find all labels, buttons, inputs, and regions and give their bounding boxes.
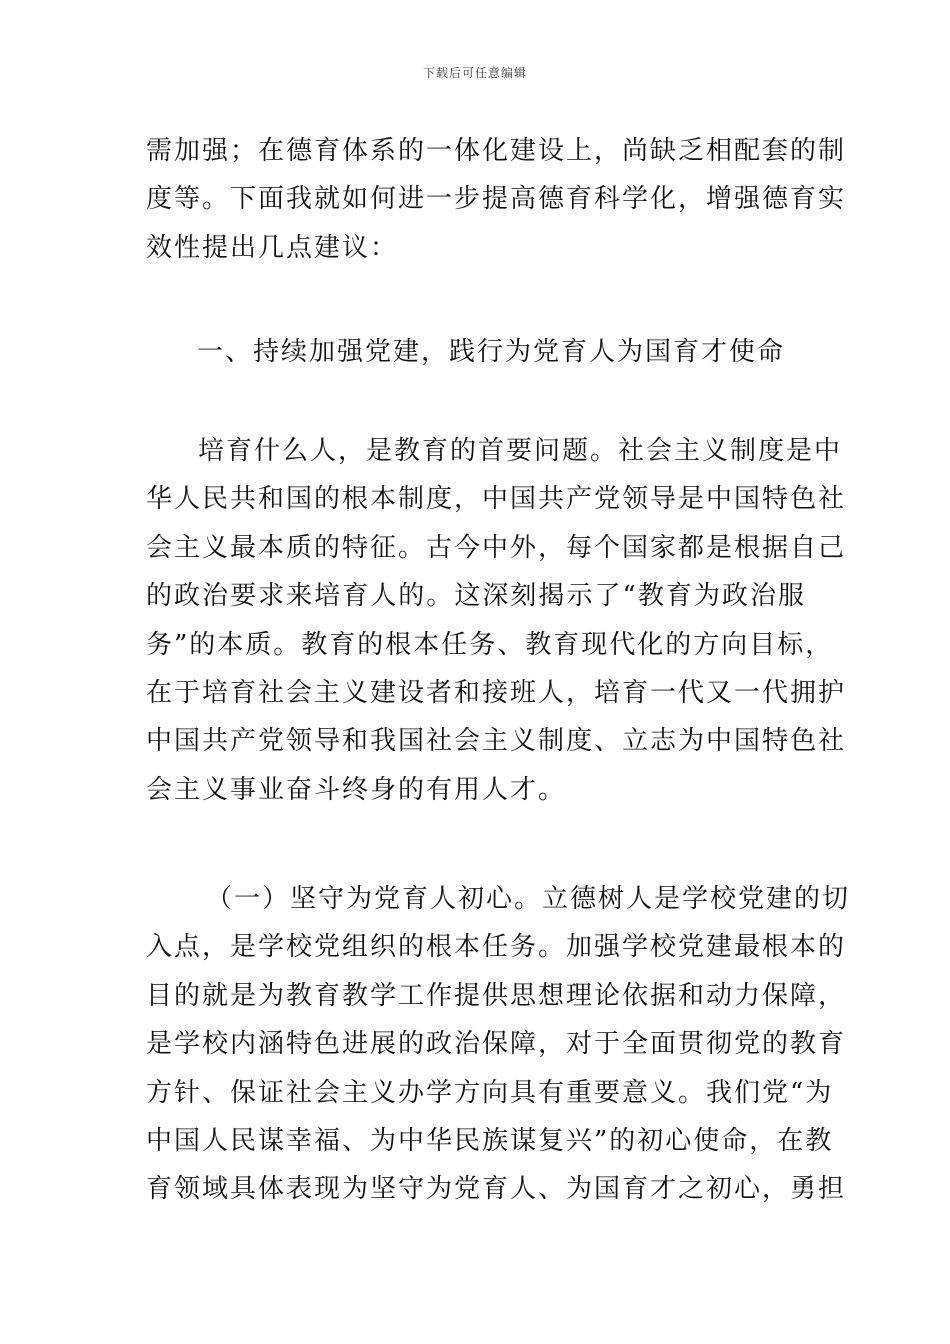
text-line: 华人民共和国的根本制度，中国共产党领导是中国特色社 [146, 484, 847, 515]
page-header: 下载后可任意编辑 [422, 66, 527, 80]
paragraph-party-mission [146, 875, 851, 1214]
text-line: 入点，是学校党组织的根本任务。加强学校党建最根本的 [146, 932, 847, 963]
text-line: 度等。下面我就如何进一步提高德育科学化，增强德育实 [146, 184, 847, 215]
paragraph-intro-continuation [146, 127, 847, 272]
text-line: 中国人民谋幸福、为中华民族谋复兴”的初心使命，在教 [146, 1126, 834, 1157]
text-line: 方针、保证社会主义办学方向具有重要意义。我们党“为 [146, 1077, 834, 1108]
text-line: 的政治要求来培育人的。这深刻揭示了“教育为政治服 [146, 581, 806, 612]
text-line: 是学校内涵特色进展的政治保障，对于全面贯彻党的教育 [146, 1029, 847, 1060]
text-line: （一）坚守为党育人初心。立德树人是学校党建的切 [206, 884, 851, 914]
text-line: 务”的本质。教育的根本任务、教育现代化的方向目标， [146, 629, 834, 660]
paragraph-cultivate-people [146, 427, 847, 814]
section-heading: 一、持续加强党建，践行为党育人为国育才使命 [197, 337, 786, 367]
text-line: 培育什么人，是教育的首要问题。社会主义制度是中 [198, 436, 843, 466]
text-line: 在于培育社会主义建设者和接班人，培育一代又一代拥护 [146, 678, 847, 709]
text-line: 育领域具体表现为坚守为党育人、为国育才之初心，勇担 [146, 1174, 847, 1205]
text-line: 目的就是为教育教学工作提供思想理论依据和动力保障， [146, 980, 847, 1011]
text-line: 中国共产党领导和我国社会主义制度、立志为中国特色社 [146, 726, 847, 757]
text-line: 需加强；在德育体系的一体化建设上，尚缺乏相配套的制 [146, 136, 847, 166]
text-line: 效性提出几点建议： [146, 232, 399, 263]
text-line: 会主义事业奋斗终身的有用人才。 [146, 774, 567, 805]
text-line: 会主义最本质的特征。古今中外，每个国家都是根据自己 [146, 532, 847, 563]
